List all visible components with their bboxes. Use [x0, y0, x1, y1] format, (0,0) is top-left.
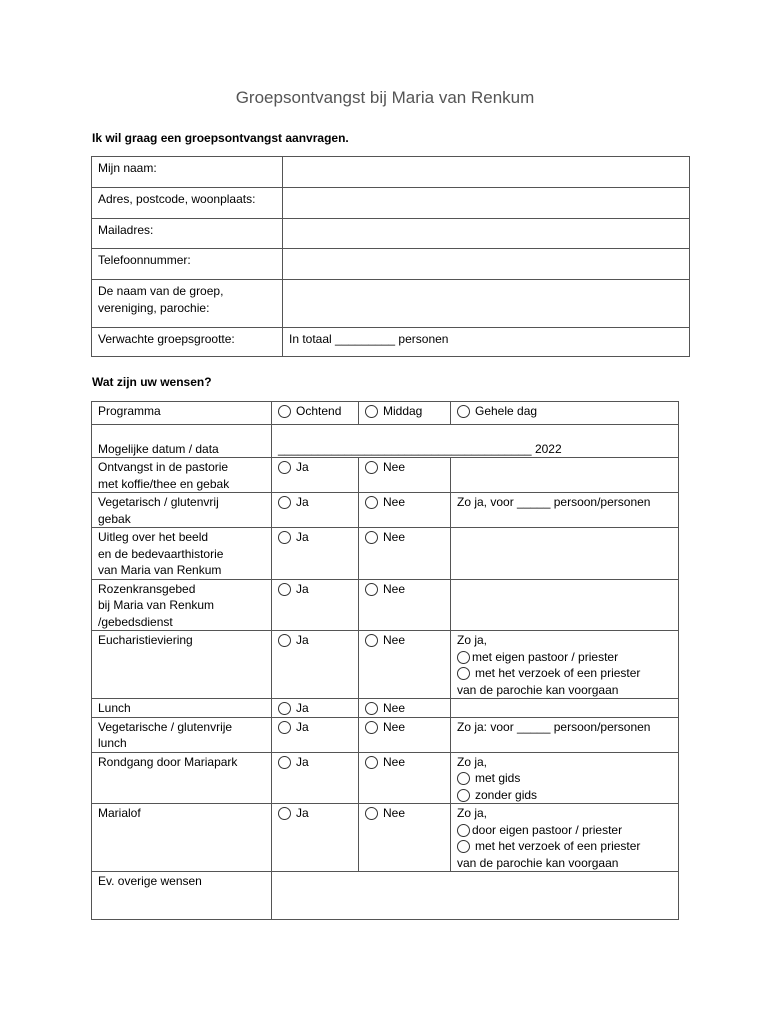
marialof-extra [451, 804, 679, 872]
radio-explanation-no-icon[interactable] [365, 531, 378, 544]
eucharist-own-priest[interactable] [457, 649, 672, 666]
radio-lunch-no-icon[interactable] [365, 702, 378, 715]
veg-lunch-yes[interactable] [272, 717, 359, 752]
eucharist-extra-line4: van de parochie kan voorgaan [457, 682, 619, 697]
other-row [92, 872, 679, 920]
marialof-no[interactable] [359, 804, 451, 872]
veg-lunch-extra[interactable]: Zo ja: voor _____ persoon/personen [451, 717, 679, 752]
explanation-no-label: Nee [383, 530, 406, 544]
radio-eucharist-own-priest-icon[interactable] [457, 651, 470, 664]
rosary-no[interactable] [359, 579, 451, 631]
rosary-label-line3: /gebedsdienst [98, 614, 173, 629]
radio-rosary-no-icon[interactable] [365, 583, 378, 596]
reception-no-label: Nee [383, 460, 406, 474]
tour-extra-line1: Zo ja, [457, 754, 488, 769]
page-title: Groepsontvangst bij Maria van Renkum [235, 88, 535, 107]
tour-row [92, 752, 679, 804]
name-label: Mijn naam: [92, 157, 283, 188]
group-label-line2: vereniging, parochie: [98, 300, 210, 315]
veg-lunch-label-line1: Vegetarische / glutenvrije [98, 719, 233, 734]
veg-lunch-label-line2: lunch [98, 736, 127, 750]
marialof-own-priest[interactable] [457, 822, 672, 839]
lunch-label: Lunch [92, 699, 272, 718]
rosary-row [92, 579, 679, 631]
radio-veg-lunch-no-icon[interactable] [365, 721, 378, 734]
wishes-table [91, 401, 679, 920]
marialof-yes-label: Ja [296, 806, 309, 820]
marialof-extra-line4: van de parochie kan voorgaan [457, 855, 619, 870]
veg-cake-no-label: Nee [383, 495, 406, 509]
program-afternoon[interactable] [359, 402, 451, 425]
veg-cake-yes[interactable] [272, 493, 359, 528]
radio-explanation-yes-icon[interactable] [278, 531, 291, 544]
reception-label-line2: met koffie/thee en gebak [98, 476, 230, 491]
program-morning[interactable] [272, 402, 359, 425]
lunch-row [92, 699, 679, 718]
tour-no[interactable] [359, 752, 451, 804]
marialof-no-label: Nee [383, 806, 406, 820]
group-row [92, 280, 690, 328]
lunch-extra [451, 699, 679, 718]
group-label [92, 280, 283, 328]
marialof-parish-priest-label: met het verzoek of een priester [475, 839, 641, 853]
size-row [92, 328, 690, 357]
program-fullday-label: Gehele dag [475, 404, 538, 418]
explanation-label-line1: Uitleg over het beeld [98, 530, 209, 544]
tour-with-guide[interactable] [457, 770, 672, 787]
rosary-yes-label: Ja [296, 581, 309, 596]
tour-without-guide[interactable] [457, 787, 672, 804]
eucharist-extra-line1: Zo ja, [457, 633, 488, 647]
eucharist-yes[interactable] [272, 631, 359, 699]
eucharist-extra [451, 631, 679, 699]
veg-lunch-label [92, 717, 272, 752]
reception-label [92, 458, 272, 493]
program-label: Programma [92, 402, 272, 425]
rosary-label-line2: bij Maria van Renkum [98, 598, 215, 612]
marialof-own-priest-label: door eigen pastoor / priester [472, 822, 623, 837]
rosary-label-line1: Rozenkransgebed [98, 581, 196, 596]
explanation-no[interactable] [359, 528, 451, 580]
reception-yes-label: Ja [296, 460, 309, 474]
tour-label: Rondgang door Mariapark [92, 752, 272, 804]
radio-fullday-icon[interactable] [457, 405, 470, 418]
radio-reception-yes-icon[interactable] [278, 461, 291, 474]
radio-marialof-no-icon[interactable] [365, 807, 378, 820]
explanation-row [92, 528, 679, 580]
eucharist-parish-priest[interactable] [457, 665, 672, 682]
program-fullday[interactable] [451, 402, 679, 425]
lunch-no-label: Nee [383, 701, 406, 715]
address-label: Adres, postcode, woonplaats: [92, 188, 283, 219]
veg-lunch-no-label: Nee [383, 719, 406, 734]
radio-eucharist-parish-priest-icon[interactable] [457, 667, 470, 680]
phone-row [92, 249, 690, 280]
marialof-label: Marialof [92, 804, 272, 872]
radio-veg-lunch-yes-icon[interactable] [278, 721, 291, 734]
eucharist-parish-priest-label: met het verzoek of een priester [475, 666, 641, 680]
name-field[interactable] [283, 157, 690, 188]
lunch-yes-label: Ja [296, 701, 309, 715]
date-row [92, 425, 679, 458]
wishes-heading: Wat zijn uw wensen? [92, 375, 212, 389]
reception-label-line1: Ontvangst in de pastorie [98, 460, 229, 474]
date-field[interactable]: ______________________________________ 2022 [272, 425, 679, 458]
radio-eucharist-no-icon[interactable] [365, 634, 378, 647]
tour-without-guide-label: zonder gids [475, 787, 538, 802]
eucharist-no-label: Nee [383, 633, 406, 647]
radio-morning-icon[interactable] [278, 405, 291, 418]
radio-marialof-parish-priest-icon[interactable] [457, 840, 470, 853]
veg-cake-yes-label: Ja [296, 495, 309, 509]
size-field[interactable]: In totaal _________ personen [283, 328, 690, 357]
name-row [92, 157, 690, 188]
explanation-label-line3: van Maria van Renkum [98, 563, 222, 577]
eucharist-no[interactable] [359, 631, 451, 699]
phone-label: Telefoonnummer: [92, 249, 283, 280]
other-label: Ev. overige wensen [92, 872, 272, 920]
veg-cake-label [92, 493, 272, 528]
tour-yes[interactable] [272, 752, 359, 804]
explanation-label-line2: en de bedevaarthistorie [98, 546, 224, 561]
radio-veg-cake-no-icon[interactable] [365, 496, 378, 509]
marialof-extra-line1: Zo ja, [457, 806, 488, 820]
reception-row [92, 458, 679, 493]
explanation-extra [451, 528, 679, 580]
veg-cake-no[interactable] [359, 493, 451, 528]
email-label: Mailadres: [92, 219, 283, 249]
radio-tour-with-guide-icon[interactable] [457, 772, 470, 785]
rosary-no-label: Nee [383, 581, 406, 596]
radio-tour-without-guide-icon[interactable] [457, 789, 470, 802]
other-field[interactable] [272, 872, 679, 920]
address-field[interactable] [283, 188, 690, 219]
rosary-label [92, 579, 272, 631]
eucharist-yes-label: Ja [296, 633, 309, 647]
size-label: Verwachte groepsgrootte: [92, 328, 283, 357]
phone-field[interactable] [283, 249, 690, 280]
veg-lunch-yes-label: Ja [296, 719, 309, 734]
email-row [92, 219, 690, 249]
date-label: Mogelijke datum / data [92, 425, 272, 458]
intro-heading: Ik wil graag een groepsontvangst aanvragen. [92, 131, 349, 145]
eucharist-own-priest-label: met eigen pastoor / priester [472, 649, 619, 664]
veg-cake-label-line2: gebak [98, 511, 131, 526]
veg-lunch-row [92, 717, 679, 752]
veg-cake-row [92, 493, 679, 528]
program-row [92, 402, 679, 425]
eucharist-row [92, 631, 679, 699]
lunch-no[interactable] [359, 699, 451, 718]
radio-tour-yes-icon[interactable] [278, 756, 291, 769]
radio-tour-no-icon[interactable] [365, 756, 378, 769]
rosary-yes[interactable] [272, 579, 359, 631]
marialof-parish-priest[interactable] [457, 838, 672, 855]
explanation-label [92, 528, 272, 580]
reception-extra [451, 458, 679, 493]
radio-veg-cake-yes-icon[interactable] [278, 496, 291, 509]
tour-no-label: Nee [383, 754, 406, 769]
tour-with-guide-label: met gids [475, 771, 521, 785]
program-afternoon-label: Middag [383, 404, 423, 418]
radio-rosary-yes-icon[interactable] [278, 583, 291, 596]
rosary-extra [451, 579, 679, 631]
tour-extra [451, 752, 679, 804]
lunch-yes[interactable] [272, 699, 359, 718]
program-morning-label: Ochtend [296, 404, 342, 418]
marialof-row [92, 804, 679, 872]
radio-reception-no-icon[interactable] [365, 461, 378, 474]
explanation-yes[interactable] [272, 528, 359, 580]
reception-no[interactable] [359, 458, 451, 493]
marialof-yes[interactable] [272, 804, 359, 872]
email-field[interactable] [283, 219, 690, 249]
contact-form-table [91, 156, 690, 357]
explanation-yes-label: Ja [296, 530, 309, 544]
reception-yes[interactable] [272, 458, 359, 493]
eucharist-label: Eucharistieviering [92, 631, 272, 699]
radio-marialof-yes-icon[interactable] [278, 807, 291, 820]
veg-cake-label-line1: Vegetarisch / glutenvrij [98, 495, 219, 509]
radio-eucharist-yes-icon[interactable] [278, 634, 291, 647]
address-row [92, 188, 690, 219]
radio-lunch-yes-icon[interactable] [278, 702, 291, 715]
radio-marialof-own-priest-icon[interactable] [457, 824, 470, 837]
group-label-line1: De naam van de groep, [98, 284, 224, 298]
veg-lunch-no[interactable] [359, 717, 451, 752]
group-field[interactable] [283, 280, 690, 328]
veg-cake-extra[interactable]: Zo ja, voor _____ persoon/personen [451, 493, 679, 528]
radio-afternoon-icon[interactable] [365, 405, 378, 418]
tour-yes-label: Ja [296, 754, 309, 769]
